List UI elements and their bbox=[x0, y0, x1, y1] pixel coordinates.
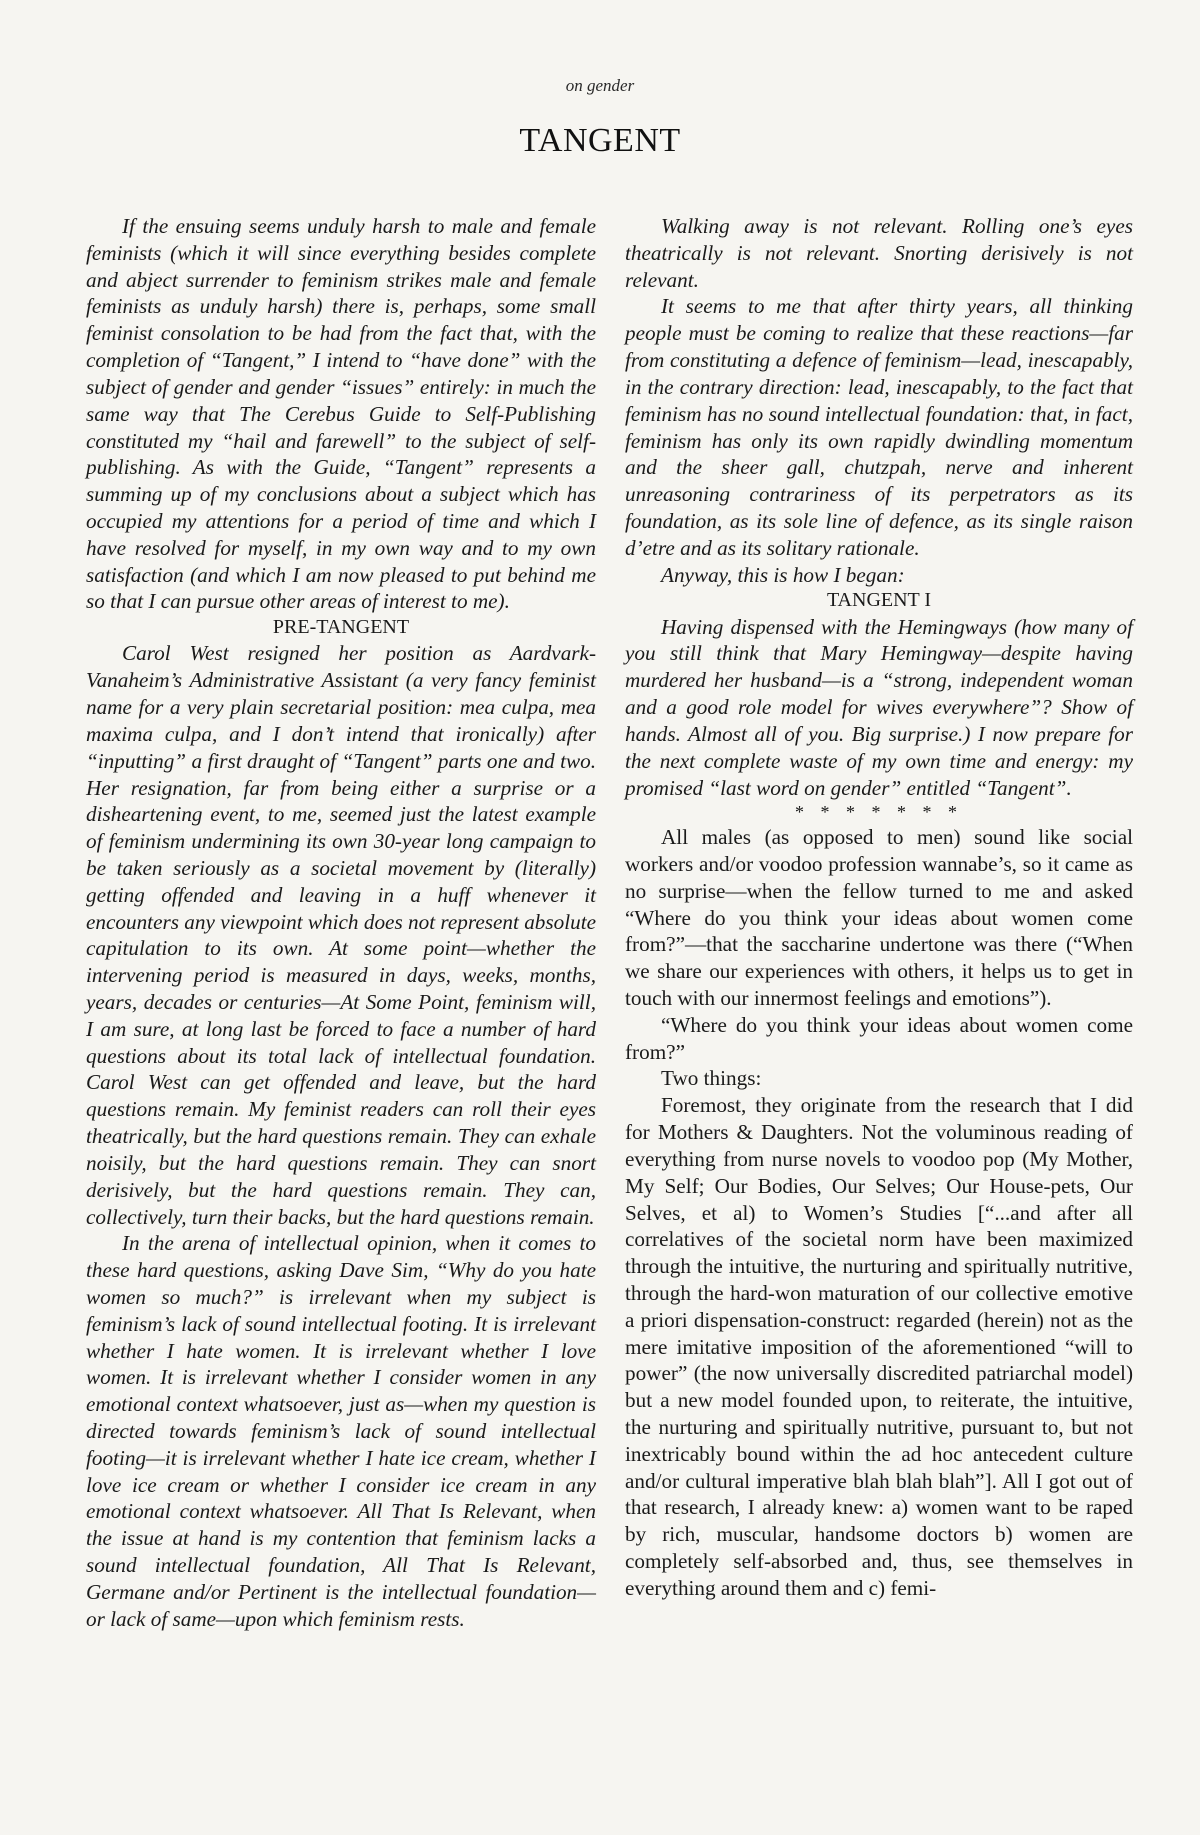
right-column bbox=[625, 213, 1133, 1602]
right-paragraph-3: Anyway, this is how I began: bbox=[661, 562, 905, 587]
left-column bbox=[86, 213, 596, 1633]
article-title: TANGENT bbox=[519, 122, 681, 159]
intro-paragraph: If the ensuing seems unduly harsh to male and female feminists (which it will since everything besides complete and abject surrender to feminism strikes male and female feminists as unduly harsh) there is, perhaps, some small feminist consolation to be had from the fact that, with the completion of “Tangent,” I intend to “have done” with the subject of gender and gender “issues” entirely: in much the same way that The Cerebus Guide to Self-Publishing constituted my “hail and farewell” to the subject of self-publishing. As with the Guide, “Tangent” represents a summing up of my conclusions about a subject which has occupied my attentions for a period of time and which I have resolved for myself, in my own way and to my own satisfaction (and which I am now pleased to put behind me so that I can pursue other areas of interest to me). bbox=[86, 214, 596, 614]
pre-tangent-paragraph-2: In the arena of intellectual opinion, when it comes to these hard questions, asking Dave Sim, “Why do you hate women so much?” is irrelevant when my subject is feminism’s lack of sound intellectual footing. It is irrelevant whether I hate women. It is irrelevant whether I love women. It is irrelevant whether I consider women in any emotional context whatsoever, just as—when my question is directed towards feminism’s lack of sound intellectual footing—it is irrelevant whether I hate ice cream, whether I love ice cream or whether I consider ice cream in any emotional context whatsoever. All That Is Relevant, when the issue at hand is my contention that feminism lacks a sound intellectual foundation, All That Is Relevant, Germane and/or Pertinent is the intellectual foundation—or lack of same—upon which feminism rests. bbox=[86, 1231, 596, 1631]
right-paragraph-7: Two things: bbox=[661, 1066, 762, 1091]
right-paragraph-5: All males (as opposed to men) sound like social workers and/or voodoo profession wannabe’s, so it came as no surprise—when the fellow turned to me and asked “Where do you think your ideas about women come from?”—that the saccharine undertone was there (“When we share our experiences with others, it helps us to get in touch with our innermost feelings and emotions”). bbox=[625, 825, 1133, 1010]
section-divider-stars: * * * * * * * bbox=[795, 802, 963, 823]
pre-tangent-paragraph-1: Carol West resigned her position as Aardvark-Vanaheim’s Administrative Assistant (a very fancy feminist name for a very plain secretarial position: mea culpa, mea maxima culpa, and I don’t intend that ironically) after “inputting” a first draught of “Tangent” parts one and two. Her resignation, far from being either a surprise or a disheartening event, to me, seemed just the latest example of feminism undermining its own 30-year long campaign to be taken seriously as a societal movement by (literally) getting offended and leaving in a huff whenever it encounters any viewpoint which does not represent absolute capitulation to its own. At some point—whether the intervening period is measured in days, weeks, months, years, decades or centuries—At Some Point, feminism will, I am sure, at long last be forced to face a number of hard questions about its total lack of intellectual foundation. Carol West can get offended and leave, but the hard questions remain. My feminist readers can roll their eyes theatrically, but the hard questions remain. They can exhale noisily, but the hard questions remain. They can snort derisively, but the hard questions remain. They can, collectively, turn their backs, but the hard questions remain. bbox=[86, 641, 596, 1229]
right-paragraph-2: It seems to me that after thirty years, all thinking people must be coming to realize that these reactions—far from constituting a defence of feminism—lead, inescapably, in the contrary direction: lead, inescapably, to the fact that feminism has no sound intellectual foundation: that, in fact, feminism has only its own rapidly dwindling momentum and the sheer gall, chutzpah, nerve and inherent unreasoning contrariness of its perpetrators as its foundation, as its sole line of defence, as its single raison d’etre and as its solitary rationale. bbox=[625, 294, 1133, 560]
section-kicker: on gender bbox=[565, 76, 635, 95]
right-paragraph-1: Walking away is not relevant. Rolling one’s eyes theatrically is not relevant. Snorting derisively is not relevant. bbox=[625, 214, 1133, 292]
tangent-one-heading: TANGENT I bbox=[826, 589, 932, 612]
right-paragraph-8: Foremost, they originate from the research that I did for Mothers & Daughters. Not the voluminous reading of everything from nurse novels to voodoo pop (My Mother, My Self; Our Bodies, Our Selves; Our House-pets, Our Selves, et al) to Women’s Studies [“...and after all correlatives of the societal norm have been maximized through the intuitive, the nurturing and spiritually nutritive, through the hard-won maturation of our collective emotive a priori dispensation-construct: regarded (herein) not as the mere imitative imposition of the aforementioned “will to power” (the now universally discredited patriarchal model) but a new model founded upon, to reiterate, the intuitive, the nurturing and spiritually nutritive, pursuant to, but not inextricably bound within the ad hoc antecedent culture and/or cultural imperative blah blah blah”]. All I got out of that research, I already knew: a) women want to be raped by rich, muscular, handsome doctors b) women are completely self-absorbed and, thus, see themselves in everything around them and c) femi- bbox=[625, 1093, 1133, 1600]
pre-tangent-heading: PRE-TANGENT bbox=[272, 616, 410, 639]
right-paragraph-6: “Where do you think your ideas about women come from?” bbox=[625, 1012, 1133, 1064]
tangent-one-paragraph: Having dispensed with the Hemingways (how many of you still think that Mary Hemingway—despite having murdered her husband—is a “strong, independent woman and a good role model for wives everywhere”? Show of hands. Almost all of you. Big surprise.) I now prepare for the next complete waste of my own time and energy: my promised “last word on gender” entitled “Tangent”. bbox=[625, 614, 1133, 800]
